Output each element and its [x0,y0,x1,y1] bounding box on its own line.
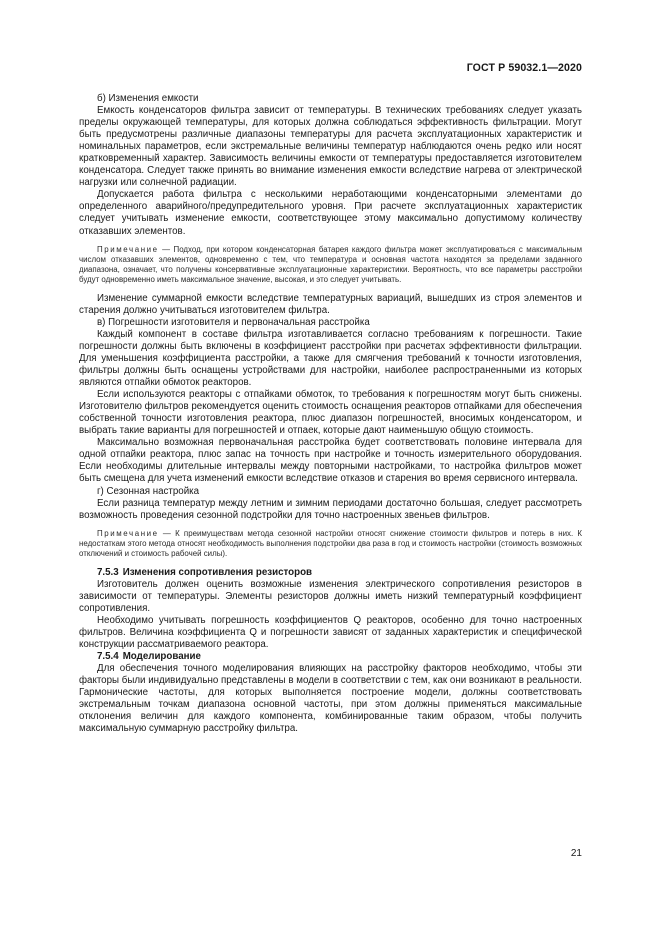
note-text: — К преимуществам метода сезонной настройки относят снижение стоимости фильтров и потерь в них. К недостаткам этого метода относят необходимость выполнения подстройки два раза в год и стоимость настройки (стоимость возможных отключений и стоимость рабочей силы). [79,528,582,559]
note [79,245,582,286]
document-id: ГОСТ Р 59032.1—2020 [466,62,582,74]
paragraph: Необходимо учитывать погрешность коэффициентов Q реакторов, особенно для точно настроенных фильтров. Величина коэффициента Q и погрешности зависят от заданных характеристик и специфической конструкции рассматриваемого реактора. [79,614,582,650]
page-content [79,93,582,735]
paragraph: Максимально возможная первоначальная расстройка будет соответствовать половине интервала для одной отпайки реактора, плюс запас на точность при настройке и точность измерительного оборудования. Если необходимы длительные интервалы между повторными настройками, то настройка фильтров может быть смещена для учета изменений емкости вследствие отказов и старения во время сервисного интервала. [79,437,582,485]
section-heading [79,567,582,579]
section-title: Моделирование [122,650,201,662]
paragraph: Допускается работа фильтра с несколькими неработающими конденсаторными элементами до определенного аварийного/предупредительного уровня. При расчете эксплуатационных характеристик следует учитывать изменение емкости, соответствующее этому максимально допустимому количеству отказавших элементов. [79,189,582,237]
page-number: 21 [570,848,582,859]
list-item-g-title: г) Сезонная настройка [97,485,200,497]
paragraph: Изготовитель должен оценить возможные изменения электрического сопротивления резисторов в зависимости от температуры. Элементы резисторов должны иметь низкий температурный коэффициент сопротивления. [79,578,582,614]
paragraph: Изменение суммарной емкости вследствие температурных вариаций, вышедших из строя элементов и старения должно учитываться изготовителем фильтра. [79,292,582,316]
section-title: Изменения сопротивления резисторов [122,566,313,578]
section-number: 7.5.4 [97,650,119,662]
note-text: — Подход, при котором конденсаторная батарея каждого фильтра может эксплуатироваться с максимальным числом отказавших элементов, одновременно с тем, что температура и основная частота находятся за пределами заданного диапазона, означает, что получены консервативные эксплуатационные характеристики. Вероятность, что все параметры расстройки будут одновременно иметь максимальное значение, высокая, и это следует учитывать. [79,244,582,285]
paragraph: Если разница температур между летним и зимним периодами достаточно большая, следует рассмотреть возможность проведения сезонной подстройки для точно настроенных звеньев фильтров. [79,497,582,521]
section-heading [79,651,582,663]
paragraph: Емкость конденсаторов фильтра зависит от температуры. В технических требованиях следует указать пределы окружающей температуры, для которых должна соблюдаться эффективность фильтрации. Могут быть предусмотрены различные диапазоны температуры для расчета эксплуатационных характеристик и номинальных параметров, если экстремальные величины температур наблюдаются очень редко или носят кратковременный характер. Зависимость величины емкости от температуры предоставляется изготовителем конденсатора. Следует также принять во внимание изменения емкости вследствие нагрева от электрической нагрузки или солнечной радиации. [79,105,582,189]
list-item-b-title: б) Изменения емкости [97,93,199,104]
paragraph: Каждый компонент в составе фильтра изготавливается согласно требованиям к погрешности. Такие погрешности должны быть включены в коэффициент расстройки при расчетах эффективности фильтрации. Для уменьшения коэффициента расстройки, а также для смягчения требований к точности изготовления, фильтры должны быть оснащены устройствами для настройки, наиболее распространенными из которых являются отпайки обмоток реакторов. [79,328,582,389]
section-number: 7.5.3 [97,566,119,578]
note-label: Примечание [97,528,159,538]
paragraph: Для обеспечения точного моделирования влияющих на расстройку факторов необходимо, чтобы эти факторы были индивидуально представлены в модели в соответствии с тем, как они возникают в реальности. Гармонические частоты, для которых выполняется построение модели, должны соответствовать экстремальным точкам диапазона основной частоты, при этом должны применяться максимальные отклонения величин для каждого компонента, комбинированные таким образом, чтобы получить максимальную суммарную расстройку фильтра. [79,662,582,735]
list-item-v-title: в) Погрешности изготовителя и первоначальная расстройка [97,316,370,328]
note [79,529,582,560]
note-label: Примечание [97,244,159,254]
paragraph: Если используются реакторы с отпайками обмоток, то требования к погрешностям могут быть снижены. Изготовителю фильтров рекомендуется оценить стоимость оснащения реакторов отпайками для обеспечения собственной точности изготовления реактора, плюс диапазон погрешностей, вносимых конденсатором, и выбрать такие варианты для погрешностей и отпаек, которые дают наименьшую общую стоимость. [79,389,582,437]
